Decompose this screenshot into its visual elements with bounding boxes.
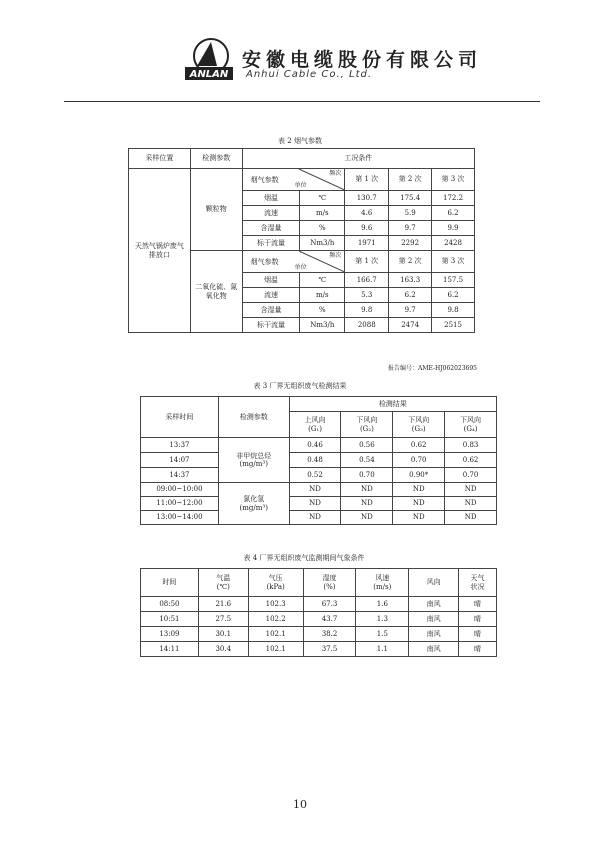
value-cell: 0.54 <box>341 453 393 468</box>
time-cell: 14:37 <box>141 468 219 483</box>
value-cell: 9.6 <box>345 221 389 236</box>
unit-cell: % <box>300 303 345 318</box>
value-cell: ND <box>289 511 341 525</box>
value-cell: 晴 <box>459 642 497 657</box>
unit-cell: ℃ <box>300 273 345 288</box>
page-number: 10 <box>293 798 307 811</box>
value-cell: 102.1 <box>248 642 303 657</box>
unit-cell: m/s <box>300 288 345 303</box>
run-header: 第 3 次 <box>432 169 475 191</box>
value-cell: 9.7 <box>389 221 432 236</box>
value-cell: 30.1 <box>198 627 248 642</box>
run-header: 第 3 次 <box>432 251 475 273</box>
sampling-location: 天然气锅炉废气排放口 <box>129 169 191 333</box>
value-cell: 1.6 <box>356 597 409 612</box>
value-cell: 1971 <box>345 236 389 251</box>
th-humidity: 湿度 (%) <box>303 569 356 597</box>
param-cell: 标干流量 <box>242 318 300 333</box>
diagonal-header-cell <box>242 169 345 191</box>
table4-caption: 表 4 厂界无组织废气监测期间气象条件 <box>243 554 365 562</box>
value-cell: 1.5 <box>356 627 409 642</box>
value-cell: 5.3 <box>345 288 389 303</box>
report-number: 报告编号：AME-HJ062023695 <box>388 365 477 372</box>
value-cell: 晴 <box>459 597 497 612</box>
value-cell: ND <box>341 497 393 511</box>
value-cell: 0.48 <box>289 453 341 468</box>
param-nmhc: 非甲烷总烃 (mg/m³) <box>218 438 289 483</box>
value-cell: 21.6 <box>198 597 248 612</box>
th-wind-direction: 风向 <box>409 569 459 597</box>
unit-cell: ℃ <box>300 191 345 206</box>
th-condition: 工况条件 <box>242 149 474 169</box>
value-cell: 0.70 <box>445 468 497 483</box>
value-cell: 08:50 <box>141 597 199 612</box>
value-cell: 晴 <box>459 627 497 642</box>
diag-label: 烟气参数 <box>250 257 279 266</box>
diag-top-label: 频次 <box>329 252 342 259</box>
value-cell: 2292 <box>389 236 432 251</box>
value-cell: 10:51 <box>141 612 199 627</box>
page-header <box>0 0 600 100</box>
value-cell: 晴 <box>459 612 497 627</box>
th-param: 检测参数 <box>190 149 242 169</box>
diag-bottom-label: 单位 <box>294 263 307 271</box>
value-cell: 163.3 <box>389 273 432 288</box>
diag-top-label: 频次 <box>329 170 342 177</box>
value-cell: 102.2 <box>248 612 303 627</box>
run-header: 第 2 次 <box>389 169 432 191</box>
diagonal-header-cell <box>242 251 345 273</box>
th-result: 检测结果 <box>289 397 496 412</box>
value-cell: ND <box>341 483 393 497</box>
value-cell: 南风 <box>409 642 459 657</box>
value-cell: 13:09 <box>141 627 199 642</box>
group-name: 二氧化硫、氮氧化物 <box>190 251 242 333</box>
direction-header: 下风向 (G₄) <box>445 412 497 438</box>
value-cell: 0.62 <box>445 453 497 468</box>
param-cell: 标干流量 <box>242 236 300 251</box>
th-time: 时间 <box>141 569 199 597</box>
value-cell: 9.7 <box>389 303 432 318</box>
svg-text:ANLAN: ANLAN <box>189 69 229 80</box>
direction-header: 下风向 (G₃) <box>393 412 445 438</box>
value-cell: ND <box>393 483 445 497</box>
table3-caption: 表 3 厂界无组织废气检测结果 <box>253 382 347 390</box>
value-cell: 0.70 <box>341 468 393 483</box>
value-cell: 9.9 <box>432 221 475 236</box>
time-cell: 13:00~14:00 <box>141 511 219 525</box>
unit-cell: Nm3/h <box>300 318 345 333</box>
value-cell: 南风 <box>409 627 459 642</box>
unit-cell: % <box>300 221 345 236</box>
value-cell: 166.7 <box>345 273 389 288</box>
value-cell: 1.1 <box>356 642 409 657</box>
value-cell: 157.5 <box>432 273 475 288</box>
value-cell: 2428 <box>432 236 475 251</box>
time-cell: 14:07 <box>141 453 219 468</box>
company-name-en: Anhui Cable Co., Ltd. <box>246 69 373 80</box>
group-name: 颗粒物 <box>190 169 242 251</box>
th-weather: 天气 状况 <box>459 569 497 597</box>
value-cell: 2515 <box>432 318 475 333</box>
run-header: 第 2 次 <box>389 251 432 273</box>
value-cell: 2474 <box>389 318 432 333</box>
run-header: 第 1 次 <box>345 169 389 191</box>
value-cell: 6.2 <box>432 288 475 303</box>
diag-bottom-label: 单位 <box>294 181 307 189</box>
unit-cell: m/s <box>300 206 345 221</box>
th-time: 采样时间 <box>141 397 219 438</box>
value-cell: 0.83 <box>445 438 497 453</box>
th-temperature: 气温 (℃) <box>198 569 248 597</box>
param-cell: 流速 <box>242 288 300 303</box>
param-cell: 流速 <box>242 206 300 221</box>
value-cell: 14:11 <box>141 642 199 657</box>
param-cell: 含湿量 <box>242 221 300 236</box>
value-cell: 9.8 <box>345 303 389 318</box>
param-hcl: 氯化氢 (mg/m³) <box>218 483 289 525</box>
value-cell: 0.62 <box>393 438 445 453</box>
value-cell: ND <box>289 483 341 497</box>
value-cell: 0.90* <box>393 468 445 483</box>
value-cell: 0.70 <box>393 453 445 468</box>
value-cell: 43.7 <box>303 612 356 627</box>
table2-caption: 表 2 烟气参数 <box>278 137 322 145</box>
time-cell: 11:00~12:00 <box>141 497 219 511</box>
unit-cell: Nm3/h <box>300 236 345 251</box>
value-cell: 172.2 <box>432 191 475 206</box>
value-cell: ND <box>393 497 445 511</box>
param-cell: 烟温 <box>242 273 300 288</box>
table4-weather-conditions <box>140 568 497 657</box>
value-cell: 27.5 <box>198 612 248 627</box>
value-cell: 南风 <box>409 612 459 627</box>
value-cell: 30.4 <box>198 642 248 657</box>
th-param: 检测参数 <box>218 397 289 438</box>
value-cell: ND <box>445 497 497 511</box>
value-cell: 6.2 <box>432 206 475 221</box>
anlan-logo-icon <box>183 36 235 84</box>
value-cell: 102.3 <box>248 597 303 612</box>
value-cell: 102.1 <box>248 627 303 642</box>
th-wind-speed: 风速 (m/s) <box>356 569 409 597</box>
value-cell: 6.2 <box>389 288 432 303</box>
value-cell: 9.8 <box>432 303 475 318</box>
value-cell: 2088 <box>345 318 389 333</box>
direction-header: 下风向 (G₂) <box>341 412 393 438</box>
value-cell: 1.3 <box>356 612 409 627</box>
param-cell: 含湿量 <box>242 303 300 318</box>
diag-label: 烟气参数 <box>250 175 279 184</box>
header-divider <box>64 101 540 102</box>
value-cell: 37.5 <box>303 642 356 657</box>
value-cell: 南风 <box>409 597 459 612</box>
run-header: 第 1 次 <box>345 251 389 273</box>
value-cell: ND <box>289 497 341 511</box>
value-cell: 4.6 <box>345 206 389 221</box>
value-cell: ND <box>393 511 445 525</box>
value-cell: 0.46 <box>289 438 341 453</box>
th-location: 采样位置 <box>129 149 191 169</box>
direction-header: 上风向 (G₁) <box>289 412 341 438</box>
table2-flue-gas-params <box>128 148 475 333</box>
value-cell: 5.9 <box>389 206 432 221</box>
time-cell: 09:00~10:00 <box>141 483 219 497</box>
value-cell: ND <box>445 511 497 525</box>
value-cell: 38.2 <box>303 627 356 642</box>
value-cell: 130.7 <box>345 191 389 206</box>
time-cell: 13:37 <box>141 438 219 453</box>
value-cell: 0.52 <box>289 468 341 483</box>
param-cell: 烟温 <box>242 191 300 206</box>
value-cell: ND <box>341 511 393 525</box>
value-cell: 175.4 <box>389 191 432 206</box>
company-name-cn: 安徽电缆股份有限公司 <box>242 49 483 71</box>
th-pressure: 气压 (kPa) <box>248 569 303 597</box>
table3-fugitive-gas-results <box>140 396 497 525</box>
value-cell: ND <box>445 483 497 497</box>
value-cell: 0.56 <box>341 438 393 453</box>
value-cell: 67.3 <box>303 597 356 612</box>
